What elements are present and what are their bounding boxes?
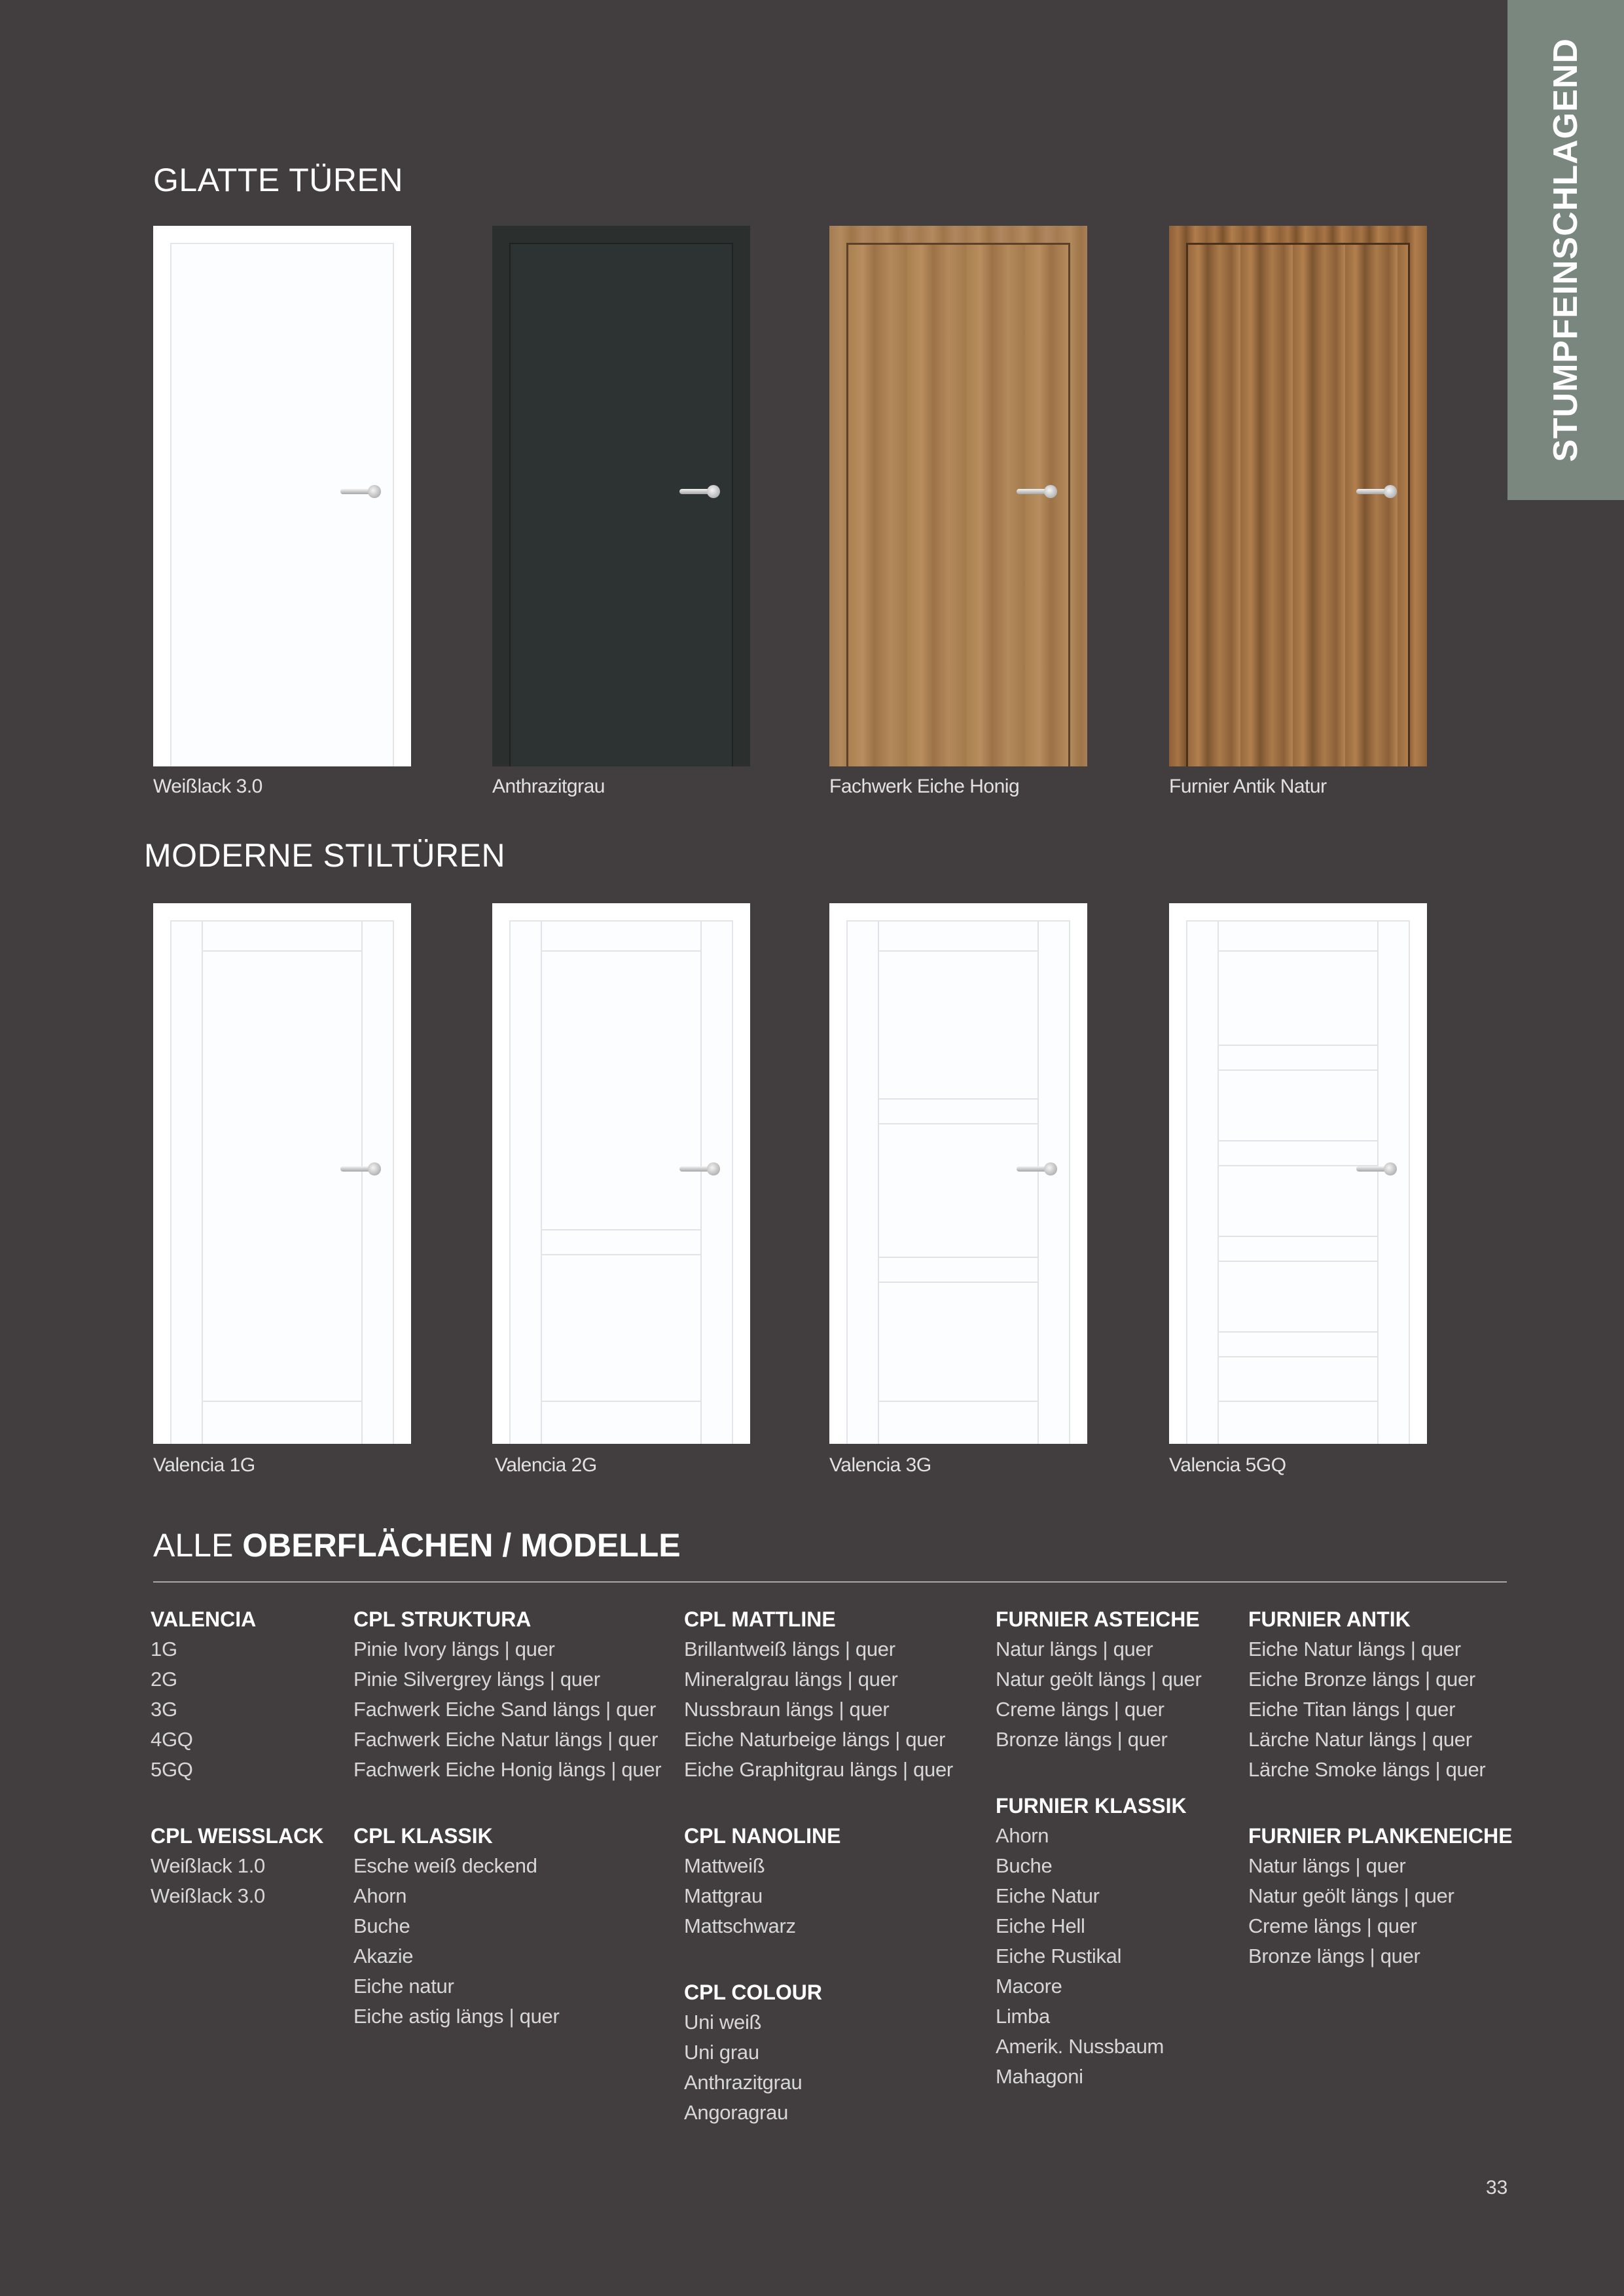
model-group — [1248, 1821, 1513, 1971]
model-group-item: Bronze längs | quer — [996, 1728, 1168, 1751]
model-group-item: Limba — [996, 2005, 1050, 2028]
model-group-item: Brillantweiß längs | quer — [684, 1638, 895, 1660]
model-group-item: Lärche Smoke längs | quer — [1248, 1758, 1486, 1781]
section-divider — [153, 1581, 1507, 1583]
model-group-item: Pinie Silvergrey längs | quer — [353, 1668, 600, 1691]
side-tab-label: STUMPFEINSCHLAGEND — [1547, 38, 1585, 462]
model-group-item: Mattgrau — [684, 1884, 763, 1907]
model-group — [1248, 1604, 1513, 1785]
door-caption: Weißlack 3.0 — [153, 776, 262, 797]
door-handle-icon — [340, 1162, 381, 1175]
model-group-item: Natur geölt längs | quer — [1248, 1884, 1454, 1907]
door-image-furnier-antik-natur — [1169, 226, 1427, 766]
model-group-item: Mattweiß — [684, 1854, 765, 1877]
model-group-item: Eiche astig längs | quer — [353, 2005, 560, 2028]
door-handle-icon — [340, 485, 381, 498]
model-group-item: Buche — [996, 1854, 1053, 1877]
model-group-item: Natur längs | quer — [996, 1638, 1153, 1660]
model-column — [151, 1604, 323, 1947]
door-caption: Fachwerk Eiche Honig — [829, 776, 1020, 797]
model-group-title: FURNIER PLANKENEICHE — [1248, 1824, 1513, 1848]
model-group-title: CPL WEISSLACK — [151, 1824, 324, 1848]
door-image-valencia-2g — [492, 903, 750, 1444]
model-group — [151, 1604, 323, 1785]
model-group-item: 2G — [151, 1668, 177, 1691]
model-group-title: VALENCIA — [151, 1607, 257, 1631]
model-group — [353, 1821, 661, 2032]
model-group-item: Esche weiß deckend — [353, 1854, 537, 1877]
all-surfaces-title — [153, 1526, 681, 1564]
door-image-anthrazitgrau — [492, 226, 750, 766]
model-group-title: FURNIER ASTEICHE — [996, 1607, 1200, 1631]
model-group-title: FURNIER ANTIK — [1248, 1607, 1411, 1631]
model-group-item: Eiche Naturbeige längs | quer — [684, 1728, 946, 1751]
model-column — [353, 1604, 661, 2068]
door-caption: Valencia 5GQ — [1169, 1454, 1286, 1476]
model-group-title: FURNIER KLASSIK — [996, 1794, 1187, 1818]
model-group-item: Eiche Natur — [996, 1884, 1100, 1907]
section-title-modern-doors: MODERNE STILTÜREN — [144, 837, 506, 874]
model-group-item: Nussbraun längs | quer — [684, 1698, 890, 1721]
model-group-title: CPL MATTLINE — [684, 1607, 836, 1631]
model-group-item: Eiche Bronze längs | quer — [1248, 1668, 1475, 1691]
model-group-item: Eiche natur — [353, 1975, 454, 1998]
model-group-title: CPL NANOLINE — [684, 1824, 841, 1848]
model-group-item: Amerik. Nussbaum — [996, 2035, 1164, 2058]
model-group-item: Eiche Titan längs | quer — [1248, 1698, 1456, 1721]
model-group-item: Bronze längs | quer — [1248, 1945, 1420, 1967]
model-group — [684, 1821, 953, 1941]
model-group-item: 3G — [151, 1698, 177, 1721]
model-group-item: Pinie Ivory längs | quer — [353, 1638, 555, 1660]
model-group-item: 1G — [151, 1638, 177, 1660]
door-image-weisslack — [153, 226, 411, 766]
door-handle-icon — [1356, 1162, 1397, 1175]
model-column — [684, 1604, 953, 2164]
all-surfaces-title-light: ALLE — [153, 1527, 243, 1564]
model-group-item: 5GQ — [151, 1758, 193, 1781]
model-group-item: Anthrazitgrau — [684, 2071, 803, 2094]
model-group-item: Creme längs | quer — [1248, 1914, 1417, 1937]
model-group-item: Creme längs | quer — [996, 1698, 1164, 1721]
door-caption: Anthrazitgrau — [492, 776, 605, 797]
model-group-item: Eiche Natur längs | quer — [1248, 1638, 1461, 1660]
model-group-item: Weißlack 3.0 — [151, 1884, 265, 1907]
door-handle-icon — [1017, 1162, 1057, 1175]
model-group — [353, 1604, 661, 1785]
model-group — [684, 1604, 953, 1785]
door-handle-icon — [1356, 485, 1397, 498]
door-image-valencia-3g — [829, 903, 1087, 1444]
model-group-item: Mattschwarz — [684, 1914, 796, 1937]
model-group-title: CPL STRUKTURA — [353, 1607, 532, 1631]
model-group-item: Natur geölt längs | quer — [996, 1668, 1202, 1691]
model-group-item: Uni grau — [684, 2041, 759, 2064]
model-group-item: Ahorn — [996, 1824, 1049, 1847]
model-group — [996, 1791, 1202, 2092]
model-column — [1248, 1604, 1513, 2007]
door-image-valencia-1g — [153, 903, 411, 1444]
door-caption: Valencia 1G — [153, 1454, 255, 1476]
door-caption: Furnier Antik Natur — [1169, 776, 1327, 797]
model-group-item: Ahorn — [353, 1884, 407, 1907]
model-group-item: Eiche Hell — [996, 1914, 1085, 1937]
model-group-item: Fachwerk Eiche Natur längs | quer — [353, 1728, 659, 1751]
model-group-item: Eiche Rustikal — [996, 1945, 1122, 1967]
model-group — [684, 1977, 953, 2128]
model-group-item: Uni weiß — [684, 2011, 762, 2034]
model-group-item: Fachwerk Eiche Sand längs | quer — [353, 1698, 656, 1721]
model-group-item: Mineralgrau längs | quer — [684, 1668, 898, 1691]
door-handle-icon — [679, 485, 720, 498]
model-group — [151, 1821, 323, 1911]
door-image-valencia-5gq — [1169, 903, 1427, 1444]
model-group-item: Macore — [996, 1975, 1062, 1998]
model-group-item: Fachwerk Eiche Honig längs | quer — [353, 1758, 662, 1781]
model-column — [996, 1604, 1202, 2128]
model-group-title: CPL KLASSIK — [353, 1824, 493, 1848]
model-group-item: Buche — [353, 1914, 410, 1937]
model-group-item: Angoragrau — [684, 2101, 789, 2124]
model-group-item: Lärche Natur längs | quer — [1248, 1728, 1472, 1751]
model-group-item: Mahagoni — [996, 2065, 1083, 2088]
door-image-fachwerk-eiche-honig — [829, 226, 1087, 766]
section-title-smooth-doors: GLATTE TÜREN — [153, 162, 403, 198]
door-caption: Valencia 3G — [829, 1454, 931, 1476]
model-group-item: Natur längs | quer — [1248, 1854, 1406, 1877]
model-group-item: 4GQ — [151, 1728, 193, 1751]
model-group-item: Eiche Graphitgrau längs | quer — [684, 1758, 953, 1781]
model-group-title: CPL COLOUR — [684, 1981, 822, 2004]
door-handle-icon — [679, 1162, 720, 1175]
all-surfaces-title-bold: OBERFLÄCHEN / MODELLE — [242, 1527, 681, 1564]
door-caption: Valencia 2G — [495, 1454, 597, 1476]
side-tab — [1507, 0, 1624, 500]
model-group-item: Akazie — [353, 1945, 414, 1967]
door-handle-icon — [1017, 485, 1057, 498]
model-group-item: Weißlack 1.0 — [151, 1854, 265, 1877]
page-number: 33 — [1486, 2177, 1508, 2198]
model-group — [996, 1604, 1202, 1755]
